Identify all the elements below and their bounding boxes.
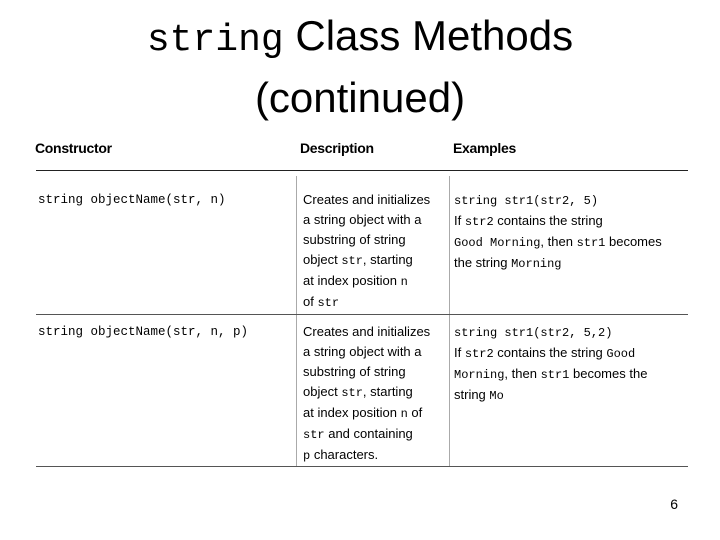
text-fragment: characters. <box>310 447 379 462</box>
text-fragment: of <box>407 405 423 420</box>
text-fragment: contains the string <box>493 213 603 228</box>
code-fragment: str <box>303 428 325 442</box>
cell-line <box>454 364 688 385</box>
cell-line <box>303 362 441 382</box>
text-fragment: of <box>303 294 318 309</box>
text-fragment: at index position <box>303 405 401 420</box>
code-fragment: p <box>303 449 311 463</box>
code-fragment: str <box>317 296 340 310</box>
text-fragment: object <box>303 252 342 267</box>
text-fragment: and containing <box>324 426 413 441</box>
cell-line <box>303 271 441 292</box>
code-fragment: str <box>341 254 363 268</box>
cell-line <box>303 424 441 445</box>
text-fragment: at index position <box>303 273 401 288</box>
code-fragment: string str1(str2, 5,2) <box>454 326 613 340</box>
code-fragment: n <box>400 275 408 289</box>
description-cell <box>303 322 441 466</box>
cell-line <box>454 211 688 232</box>
cell-line <box>454 343 688 364</box>
slide-subtitle: (continued) <box>254 74 466 121</box>
code-fragment: str2 <box>464 215 494 229</box>
header-divider <box>36 170 688 171</box>
text-fragment: a string object with a <box>303 212 422 227</box>
cell-line <box>303 250 441 271</box>
constructor-signature: string objectName(str, n, p) <box>38 325 249 339</box>
text-fragment: , then <box>540 234 577 249</box>
column-divider-2 <box>449 176 450 466</box>
text-fragment: If <box>454 213 465 228</box>
title-code-word: string <box>146 19 284 62</box>
text-fragment: , starting <box>362 252 413 267</box>
code-fragment: str <box>341 386 363 400</box>
code-fragment: str1 <box>540 368 570 382</box>
text-fragment: contains the string <box>493 345 607 360</box>
text-fragment: string <box>454 387 490 402</box>
cell-line <box>454 322 688 343</box>
code-fragment: Morning <box>454 368 505 382</box>
text-fragment: the string <box>454 255 512 270</box>
text-fragment: object <box>303 384 342 399</box>
examples-cell <box>454 190 688 274</box>
cell-line <box>303 382 441 403</box>
text-fragment: , then <box>504 366 541 381</box>
text-fragment: becomes the <box>569 366 648 381</box>
code-fragment: str2 <box>464 347 494 361</box>
cell-line <box>303 445 441 466</box>
code-fragment: Good Morning <box>454 236 541 250</box>
page-number: 6 <box>670 496 678 512</box>
cell-line <box>303 342 441 362</box>
table-bottom-border <box>36 466 688 467</box>
examples-cell <box>454 322 688 406</box>
code-fragment: string str1(str2, 5) <box>454 194 599 208</box>
column-divider-1 <box>296 176 297 466</box>
cell-line <box>454 190 688 211</box>
text-fragment: a string object with a <box>303 344 422 359</box>
code-fragment: Good <box>606 347 636 361</box>
cell-line <box>303 292 441 313</box>
cell-line <box>454 253 688 274</box>
cell-line <box>303 210 441 230</box>
cell-line <box>303 230 441 250</box>
code-fragment: Mo <box>489 389 504 403</box>
description-cell <box>303 190 441 313</box>
text-fragment: Creates and initializes <box>303 192 431 207</box>
text-fragment: Creates and initializes <box>303 324 431 339</box>
code-fragment: Morning <box>511 257 562 271</box>
code-fragment: n <box>400 407 408 421</box>
text-fragment: If <box>454 345 465 360</box>
slide-title <box>0 12 720 65</box>
header-examples: Examples <box>453 140 516 156</box>
cell-line <box>303 190 441 210</box>
text-fragment: substring of string <box>303 364 406 379</box>
text-fragment: becomes <box>605 234 662 249</box>
constructor-signature: string objectName(str, n) <box>38 193 226 207</box>
cell-line <box>454 385 688 406</box>
title-text: Class Methods <box>283 12 574 59</box>
header-constructor: Constructor <box>35 140 112 156</box>
cell-line <box>303 403 441 424</box>
cell-line <box>303 322 441 342</box>
header-description: Description <box>300 140 374 156</box>
text-fragment: substring of string <box>303 232 406 247</box>
row-divider <box>36 314 688 315</box>
cell-line <box>454 232 688 253</box>
code-fragment: str1 <box>576 236 606 250</box>
text-fragment: , starting <box>362 384 413 399</box>
